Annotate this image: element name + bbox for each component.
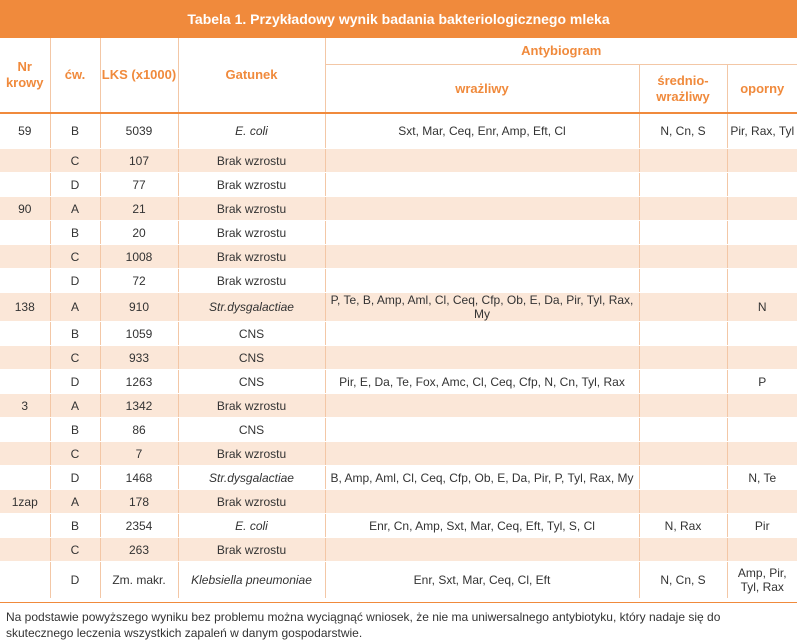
cell-lks: 263: [100, 538, 178, 562]
cell-gatunek: Brak wzrostu: [178, 538, 325, 562]
table-row: [0, 173, 797, 197]
cell-oporny: Pir: [727, 514, 797, 538]
cell-lks: 2354: [100, 514, 178, 538]
cell-cw: B: [50, 113, 100, 149]
header-nr-krowy: Nr krowy: [0, 38, 50, 113]
cell-oporny: [727, 221, 797, 245]
cell-oporny: [727, 149, 797, 173]
cell-lks: 86: [100, 418, 178, 442]
cell-nr-krowy: [0, 346, 50, 370]
table-row: [0, 197, 797, 221]
cell-gatunek: Klebsiella pneumoniae: [178, 562, 325, 599]
header-lks: LKS (x1000): [100, 38, 178, 113]
cell-gatunek: Brak wzrostu: [178, 197, 325, 221]
cell-wrazliwy: [325, 394, 639, 418]
cell-oporny: [727, 346, 797, 370]
cell-nr-krowy: [0, 221, 50, 245]
cell-cw: D: [50, 173, 100, 197]
cell-gatunek: Brak wzrostu: [178, 490, 325, 514]
cell-nr-krowy: [0, 418, 50, 442]
table-row: [0, 370, 797, 394]
cell-cw: A: [50, 490, 100, 514]
table-row: [0, 346, 797, 370]
table-title: Tabela 1. Przykładowy wynik badania bakteriologicznego mleka: [0, 0, 797, 38]
cell-gatunek: Str.dysgalactiae: [178, 466, 325, 490]
cell-lks: Zm. makr.: [100, 562, 178, 599]
cell-wrazliwy: [325, 418, 639, 442]
table-row: [0, 514, 797, 538]
cell-wrazliwy: B, Amp, Aml, Cl, Ceq, Cfp, Ob, E, Da, Pir, P, Tyl, Rax, My: [325, 466, 639, 490]
cell-srednio-wrazliwy: [639, 442, 727, 466]
table-row: [0, 269, 797, 293]
cell-cw: C: [50, 149, 100, 173]
table-row: [0, 466, 797, 490]
cell-wrazliwy: [325, 442, 639, 466]
cell-oporny: N, Te: [727, 466, 797, 490]
cell-gatunek: Brak wzrostu: [178, 442, 325, 466]
cell-wrazliwy: [325, 322, 639, 346]
cell-gatunek: E. coli: [178, 113, 325, 149]
cell-oporny: [727, 322, 797, 346]
cell-srednio-wrazliwy: [639, 197, 727, 221]
table-row: [0, 221, 797, 245]
cell-oporny: Amp, Pir, Tyl, Rax: [727, 562, 797, 599]
cell-lks: 77: [100, 173, 178, 197]
table-row: [0, 293, 797, 322]
cell-gatunek: CNS: [178, 418, 325, 442]
cell-wrazliwy: [325, 149, 639, 173]
cell-wrazliwy: [325, 538, 639, 562]
cell-cw: B: [50, 418, 100, 442]
cell-wrazliwy: [325, 245, 639, 269]
cell-wrazliwy: Enr, Cn, Amp, Sxt, Mar, Ceq, Eft, Tyl, S, Cl: [325, 514, 639, 538]
cell-lks: 933: [100, 346, 178, 370]
cell-cw: D: [50, 466, 100, 490]
cell-lks: 1008: [100, 245, 178, 269]
cell-wrazliwy: [325, 221, 639, 245]
table-body: [0, 113, 797, 599]
cell-cw: C: [50, 346, 100, 370]
cell-oporny: [727, 442, 797, 466]
cell-nr-krowy: 3: [0, 394, 50, 418]
cell-srednio-wrazliwy: N, Rax: [639, 514, 727, 538]
header-gatunek: Gatunek: [178, 38, 325, 113]
cell-srednio-wrazliwy: [639, 269, 727, 293]
header-antybiogram: Antybiogram: [325, 38, 797, 65]
cell-gatunek: CNS: [178, 346, 325, 370]
results-table: [0, 38, 797, 599]
cell-lks: 1059: [100, 322, 178, 346]
cell-nr-krowy: [0, 538, 50, 562]
cell-cw: B: [50, 221, 100, 245]
cell-gatunek: CNS: [178, 322, 325, 346]
cell-lks: 910: [100, 293, 178, 322]
cell-cw: B: [50, 514, 100, 538]
cell-gatunek: Str.dysgalactiae: [178, 293, 325, 322]
cell-nr-krowy: [0, 466, 50, 490]
cell-srednio-wrazliwy: [639, 394, 727, 418]
table-row: [0, 562, 797, 599]
cell-nr-krowy: [0, 245, 50, 269]
cell-nr-krowy: [0, 442, 50, 466]
table-row: [0, 538, 797, 562]
cell-cw: C: [50, 442, 100, 466]
cell-wrazliwy: P, Te, B, Amp, Aml, Cl, Ceq, Cfp, Ob, E, Da, Pir, Tyl, Rax, My: [325, 293, 639, 322]
cell-nr-krowy: [0, 514, 50, 538]
cell-nr-krowy: [0, 562, 50, 599]
cell-srednio-wrazliwy: [639, 149, 727, 173]
cell-oporny: P: [727, 370, 797, 394]
cell-nr-krowy: 1zap: [0, 490, 50, 514]
cell-nr-krowy: [0, 370, 50, 394]
cell-gatunek: Brak wzrostu: [178, 149, 325, 173]
cell-srednio-wrazliwy: [639, 418, 727, 442]
cell-gatunek: Brak wzrostu: [178, 245, 325, 269]
cell-wrazliwy: [325, 490, 639, 514]
footnote: Na podstawie powyższego wyniku bez problemu można wyciągnąć wniosek, że nie ma uniwersalnego antybiotyku, który nadaje się do skutecznego leczenia wszystkich zapaleń w danym gospodarstwie.: [0, 602, 797, 641]
cell-nr-krowy: [0, 149, 50, 173]
cell-wrazliwy: Enr, Sxt, Mar, Ceq, Cl, Eft: [325, 562, 639, 599]
table-header: [0, 38, 797, 113]
cell-cw: D: [50, 269, 100, 293]
cell-gatunek: Brak wzrostu: [178, 269, 325, 293]
cell-oporny: [727, 394, 797, 418]
cell-wrazliwy: [325, 269, 639, 293]
cell-wrazliwy: Sxt, Mar, Ceq, Enr, Amp, Eft, Cl: [325, 113, 639, 149]
cell-wrazliwy: [325, 173, 639, 197]
cell-nr-krowy: 138: [0, 293, 50, 322]
cell-nr-krowy: [0, 269, 50, 293]
cell-wrazliwy: [325, 197, 639, 221]
header-cw: ćw.: [50, 38, 100, 113]
cell-oporny: [727, 538, 797, 562]
cell-lks: 1263: [100, 370, 178, 394]
cell-nr-krowy: [0, 173, 50, 197]
cell-oporny: [727, 269, 797, 293]
cell-gatunek: CNS: [178, 370, 325, 394]
cell-gatunek: Brak wzrostu: [178, 394, 325, 418]
cell-srednio-wrazliwy: [639, 245, 727, 269]
cell-cw: B: [50, 322, 100, 346]
cell-oporny: N: [727, 293, 797, 322]
cell-srednio-wrazliwy: [639, 221, 727, 245]
cell-nr-krowy: 59: [0, 113, 50, 149]
cell-nr-krowy: [0, 322, 50, 346]
cell-srednio-wrazliwy: [639, 293, 727, 322]
cell-srednio-wrazliwy: [639, 466, 727, 490]
table-row: [0, 394, 797, 418]
cell-lks: 1342: [100, 394, 178, 418]
table-row: [0, 245, 797, 269]
cell-lks: 178: [100, 490, 178, 514]
cell-srednio-wrazliwy: [639, 322, 727, 346]
cell-srednio-wrazliwy: [639, 346, 727, 370]
header-oporny: oporny: [727, 65, 797, 114]
cell-lks: 5039: [100, 113, 178, 149]
cell-oporny: Pir, Rax, Tyl: [727, 113, 797, 149]
table-row: [0, 149, 797, 173]
cell-cw: D: [50, 370, 100, 394]
cell-wrazliwy: [325, 346, 639, 370]
cell-srednio-wrazliwy: N, Cn, S: [639, 562, 727, 599]
cell-cw: A: [50, 293, 100, 322]
cell-cw: A: [50, 394, 100, 418]
cell-lks: 20: [100, 221, 178, 245]
cell-srednio-wrazliwy: [639, 370, 727, 394]
table-row: [0, 490, 797, 514]
cell-lks: 7: [100, 442, 178, 466]
cell-oporny: [727, 173, 797, 197]
cell-srednio-wrazliwy: [639, 538, 727, 562]
cell-oporny: [727, 197, 797, 221]
cell-oporny: [727, 245, 797, 269]
cell-cw: C: [50, 245, 100, 269]
cell-gatunek: E. coli: [178, 514, 325, 538]
table-row: [0, 322, 797, 346]
cell-srednio-wrazliwy: [639, 173, 727, 197]
table-row: [0, 418, 797, 442]
cell-oporny: [727, 490, 797, 514]
cell-srednio-wrazliwy: [639, 490, 727, 514]
cell-cw: A: [50, 197, 100, 221]
table-row: [0, 113, 797, 149]
cell-gatunek: Brak wzrostu: [178, 221, 325, 245]
header-wrazliwy: wrażliwy: [325, 65, 639, 114]
cell-cw: C: [50, 538, 100, 562]
table-row: [0, 442, 797, 466]
cell-lks: 107: [100, 149, 178, 173]
cell-cw: D: [50, 562, 100, 599]
cell-lks: 1468: [100, 466, 178, 490]
header-srednio-wrazliwy: średnio-wrażliwy: [639, 65, 727, 114]
cell-gatunek: Brak wzrostu: [178, 173, 325, 197]
cell-oporny: [727, 418, 797, 442]
cell-lks: 72: [100, 269, 178, 293]
cell-nr-krowy: 90: [0, 197, 50, 221]
cell-wrazliwy: Pir, E, Da, Te, Fox, Amc, Cl, Ceq, Cfp, N, Cn, Tyl, Rax: [325, 370, 639, 394]
cell-srednio-wrazliwy: N, Cn, S: [639, 113, 727, 149]
cell-lks: 21: [100, 197, 178, 221]
